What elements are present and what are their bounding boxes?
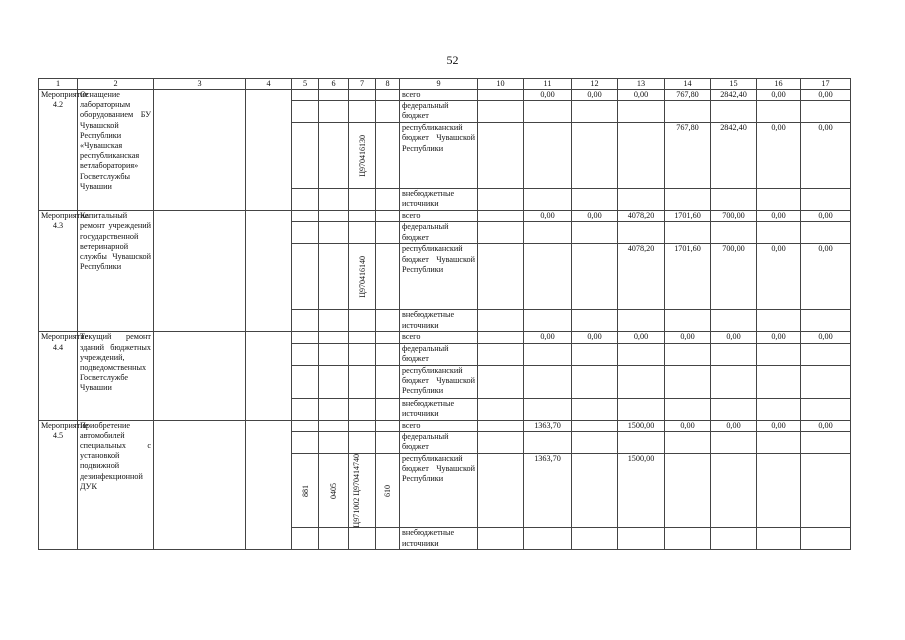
value-cell bbox=[572, 420, 618, 431]
value-cell bbox=[665, 453, 711, 528]
column-header: 17 bbox=[801, 79, 851, 90]
value-cell: 4078,20 bbox=[618, 244, 665, 310]
value-cell: 0,00 bbox=[524, 90, 572, 101]
column-header: 2 bbox=[78, 79, 154, 90]
value-cell: 0,00 bbox=[572, 90, 618, 101]
column-header: 6 bbox=[319, 79, 349, 90]
value-cell bbox=[524, 123, 572, 189]
value-cell bbox=[757, 453, 801, 528]
value-cell bbox=[572, 244, 618, 310]
value-cell bbox=[801, 453, 851, 528]
column-header: 1 bbox=[39, 79, 78, 90]
column-header: 11 bbox=[524, 79, 572, 90]
value-cell: 0,00 bbox=[801, 90, 851, 101]
table-row bbox=[39, 211, 851, 222]
value-cell: 0,00 bbox=[524, 332, 572, 343]
value-cell: 0,00 bbox=[757, 90, 801, 101]
value-cell: 0,00 bbox=[524, 211, 572, 222]
value-cell: 767,80 bbox=[665, 90, 711, 101]
value-cell: 0,00 bbox=[757, 244, 801, 310]
funding-source: республиканский бюджет Чувашской Республики bbox=[400, 453, 478, 528]
column-header: 10 bbox=[478, 79, 524, 90]
measure-name: Капитальный ремонт учреждений государственной ветеринарной службы Чувашской Республики bbox=[78, 211, 154, 332]
target-article-code: Ц970416130 bbox=[357, 134, 367, 177]
value-cell bbox=[618, 123, 665, 189]
funding-source: всего bbox=[400, 332, 478, 343]
value-cell: 700,00 bbox=[711, 211, 757, 222]
value-cell: 0,00 bbox=[801, 123, 851, 189]
funding-source: республиканский бюджет Чувашской Республики bbox=[400, 123, 478, 189]
value-cell: 1363,70 bbox=[524, 420, 572, 431]
target-article-code: Ц971002 Ц970414740 bbox=[352, 453, 361, 528]
column-header: 16 bbox=[757, 79, 801, 90]
budget-table bbox=[38, 78, 851, 550]
measure-name: Текущий ремонт зданий бюджетных учреждений, подведомственных Госветслужбе Чувашии bbox=[78, 332, 154, 420]
value-cell: 0,00 bbox=[572, 211, 618, 222]
value-cell: 0,00 bbox=[711, 420, 757, 431]
funding-source: всего bbox=[400, 420, 478, 431]
funding-source: федеральный бюджет bbox=[400, 431, 478, 453]
measure-code: Мероприятие 4.4 bbox=[39, 332, 78, 420]
page-number: 52 bbox=[446, 53, 459, 67]
measure-code: Мероприятие 4.5 bbox=[39, 420, 78, 550]
table-row bbox=[39, 90, 851, 101]
value-cell: 2842,40 bbox=[711, 90, 757, 101]
value-cell bbox=[572, 453, 618, 528]
value-cell: 1363,70 bbox=[524, 453, 572, 528]
value-cell: 0,00 bbox=[801, 420, 851, 431]
funding-source: внебюджетные источники bbox=[400, 189, 478, 211]
measure-name: Оснащение лабораторным оборудованием БУ Чувашской Республики «Чувашская республиканская ветлаборатория» Госветслужбы Чувашии bbox=[78, 90, 154, 211]
value-cell: 0,00 bbox=[757, 211, 801, 222]
value-cell: 700,00 bbox=[711, 244, 757, 310]
value-cell: 0,00 bbox=[665, 332, 711, 343]
funding-source: внебюджетные источники bbox=[400, 398, 478, 420]
column-header: 4 bbox=[246, 79, 292, 90]
value-cell: 0,00 bbox=[711, 332, 757, 343]
funding-source: федеральный бюджет bbox=[400, 222, 478, 244]
target-article-code: Ц970416140 bbox=[357, 256, 367, 298]
column-header: 3 bbox=[154, 79, 246, 90]
value-cell bbox=[572, 123, 618, 189]
value-cell: 1701,60 bbox=[665, 211, 711, 222]
funding-source: внебюджетные источники bbox=[400, 528, 478, 550]
value-cell: 0,00 bbox=[801, 332, 851, 343]
value-cell: 0,00 bbox=[618, 332, 665, 343]
measure-code: Мероприятие 4.3 bbox=[39, 211, 78, 332]
value-cell: 0,00 bbox=[801, 211, 851, 222]
funding-source: всего bbox=[400, 90, 478, 101]
expense-type-code: 610 bbox=[383, 484, 392, 497]
funding-source: республиканский бюджет Чувашской Республики bbox=[400, 365, 478, 398]
funding-source: федеральный бюджет bbox=[400, 101, 478, 123]
funding-source: внебюджетные источники bbox=[400, 310, 478, 332]
column-header: 13 bbox=[618, 79, 665, 90]
column-header: 8 bbox=[376, 79, 400, 90]
column-header: 12 bbox=[572, 79, 618, 90]
funding-source: всего bbox=[400, 211, 478, 222]
value-cell: 1500,00 bbox=[618, 420, 665, 431]
value-cell: 0,00 bbox=[757, 332, 801, 343]
ministry-code: 881 bbox=[300, 484, 310, 497]
column-header: 5 bbox=[292, 79, 319, 90]
funding-source: федеральный бюджет bbox=[400, 343, 478, 365]
section-code: 0405 bbox=[329, 482, 338, 499]
value-cell bbox=[524, 244, 572, 310]
value-cell: 0,00 bbox=[572, 332, 618, 343]
value-cell: 0,00 bbox=[665, 420, 711, 431]
header-row bbox=[39, 79, 851, 90]
column-header: 14 bbox=[665, 79, 711, 90]
value-cell: 1500,00 bbox=[618, 453, 665, 528]
value-cell bbox=[711, 453, 757, 528]
table-row bbox=[39, 332, 851, 343]
value-cell: 4078,20 bbox=[618, 211, 665, 222]
value-cell: 0,00 bbox=[801, 244, 851, 310]
table-row bbox=[39, 420, 851, 431]
funding-source: республиканский бюджет Чувашской Республики bbox=[400, 244, 478, 310]
value-cell: 1701,60 bbox=[665, 244, 711, 310]
column-header: 15 bbox=[711, 79, 757, 90]
column-header: 9 bbox=[400, 79, 478, 90]
measure-code: Мероприятие 4.2 bbox=[39, 90, 78, 211]
value-cell: 0,00 bbox=[757, 123, 801, 189]
column-header: 7 bbox=[349, 79, 376, 90]
value-cell: 767,80 bbox=[665, 123, 711, 189]
measure-name: Приобретение автомобилей специальных с установкой подвижной дезинфекционной ДУК bbox=[78, 420, 154, 550]
value-cell: 2842,40 bbox=[711, 123, 757, 189]
value-cell: 0,00 bbox=[618, 90, 665, 101]
value-cell: 0,00 bbox=[757, 420, 801, 431]
